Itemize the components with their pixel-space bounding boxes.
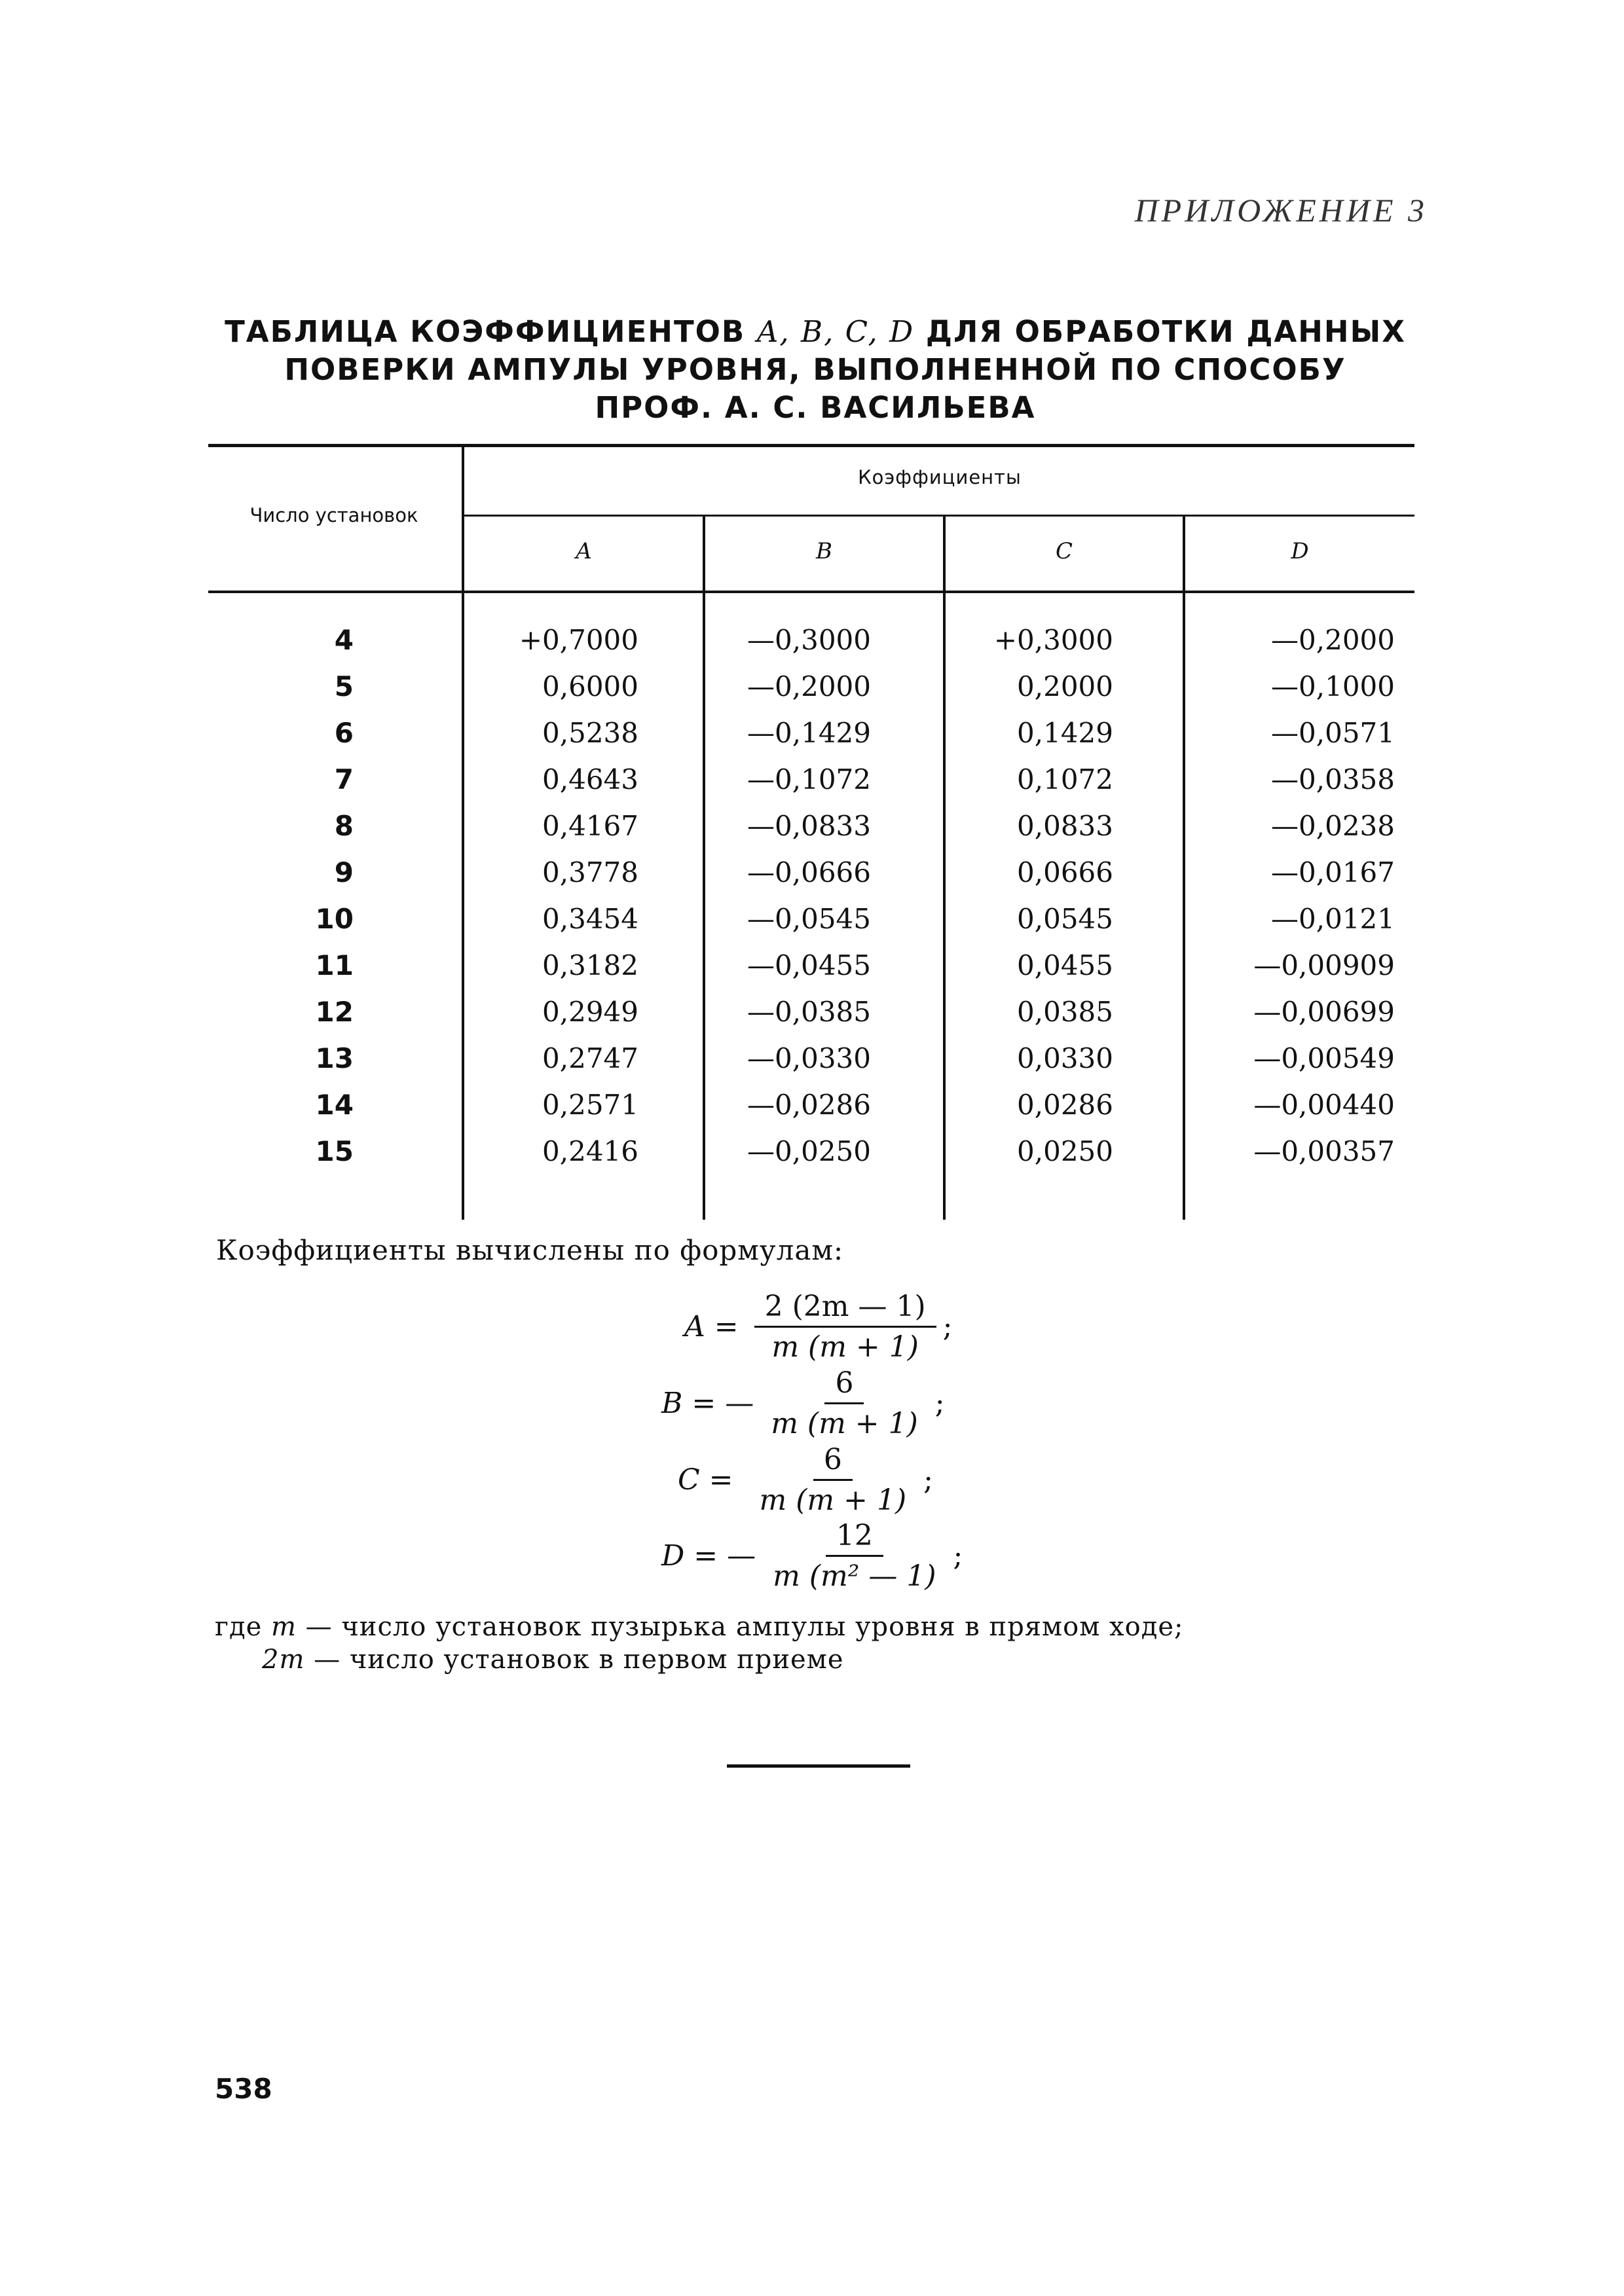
title-line-3: ПРОФ. А. С. ВАСИЛЬЕВА (595, 390, 1036, 425)
formula-d-lhs: D = (661, 1539, 718, 1573)
coef-a-cell: 0,2571 (542, 1089, 638, 1121)
formula-b-numerator: 6 (824, 1366, 864, 1404)
table-row (210, 1128, 1414, 1175)
coef-d-cell: —0,0238 (1271, 810, 1395, 842)
formula-c (678, 1443, 933, 1517)
coef-a-cell: 0,5238 (542, 717, 638, 749)
group-header: Коэффициенты (858, 466, 1022, 488)
installs-count-cell: 6 (334, 717, 354, 749)
formula-b-sign: — (725, 1387, 754, 1420)
coef-c-cell: 0,0833 (1017, 810, 1113, 842)
appendix-label: ПРИЛОЖЕНИЕ 3 (1134, 192, 1428, 228)
coef-a-cell: 0,4167 (542, 810, 638, 842)
coef-a-cell: 0,6000 (542, 670, 638, 702)
coef-a-cell: +0,7000 (519, 624, 638, 656)
coef-b-cell: —0,1429 (747, 717, 871, 749)
column-header-d: D (1291, 538, 1309, 564)
formulas-intro: Коэффициенты вычислены по формулам: (216, 1234, 844, 1266)
coef-a-cell: 0,4643 (542, 763, 638, 795)
coef-b-cell: —0,1072 (747, 763, 871, 795)
formula-a-end: ; (942, 1310, 953, 1343)
formula-b-fraction (760, 1366, 929, 1440)
group-header-rule (464, 515, 1414, 517)
table-row (210, 1082, 1414, 1128)
table-row (210, 710, 1414, 756)
title-line-2: ПОВЕРКИ АМПУЛЫ УРОВНЯ, ВЫПОЛНЕННОЙ ПО СПОСОБУ (284, 352, 1346, 387)
installs-count-cell: 10 (315, 903, 354, 935)
table-row (210, 942, 1414, 989)
coef-b-cell: —0,2000 (747, 670, 871, 702)
coef-a-cell: 0,2416 (542, 1135, 638, 1167)
installs-count-cell: 9 (334, 856, 354, 888)
table-row (210, 756, 1414, 803)
coef-c-cell: 0,0286 (1017, 1089, 1113, 1121)
formula-c-end: ; (923, 1463, 933, 1497)
stub-header: Число установок (249, 504, 418, 526)
coef-d-cell: —0,00909 (1253, 949, 1395, 981)
formula-a-numerator: 2 (2m — 1) (754, 1290, 936, 1328)
coef-b-cell: —0,0833 (747, 810, 871, 842)
formula-d-end: ; (953, 1539, 963, 1573)
table-row (210, 896, 1414, 942)
installs-count-cell: 12 (315, 996, 354, 1028)
formula-c-lhs: C = (678, 1463, 733, 1497)
table-row (210, 663, 1414, 710)
coef-b-cell: —0,0286 (747, 1089, 871, 1121)
table-row (210, 617, 1414, 663)
formula-c-fraction (749, 1443, 917, 1517)
installs-count-cell: 8 (334, 810, 354, 842)
page-title (216, 313, 1414, 427)
coef-a-cell: 0,2747 (542, 1042, 638, 1074)
note-line-2: 2m — число установок в первом приеме (262, 1645, 844, 1675)
coef-d-cell: —0,0167 (1271, 856, 1395, 888)
coef-d-cell: —0,2000 (1271, 624, 1395, 656)
coef-a-cell: 0,3778 (542, 856, 638, 888)
coef-c-cell: 0,1072 (1017, 763, 1113, 795)
column-header-b: B (816, 538, 832, 564)
formula-b-denominator: m (m + 1) (771, 1407, 918, 1440)
table-row (210, 849, 1414, 896)
formula-a-fraction (754, 1290, 936, 1364)
coef-d-cell: —0,00549 (1253, 1042, 1395, 1074)
coef-b-cell: —0,0666 (747, 856, 871, 888)
end-rule (727, 1764, 910, 1768)
coef-c-cell: 0,0250 (1017, 1135, 1113, 1167)
coef-d-cell: —0,1000 (1271, 670, 1395, 702)
coef-c-cell: 0,2000 (1017, 670, 1113, 702)
coef-c-cell: +0,3000 (993, 624, 1113, 656)
coef-a-cell: 0,3182 (542, 949, 638, 981)
formula-d-denominator: m (m² — 1) (773, 1559, 936, 1593)
formula-a (684, 1290, 952, 1364)
formula-a-lhs: A = (684, 1310, 739, 1343)
coef-c-cell: 0,0330 (1017, 1042, 1113, 1074)
coef-d-cell: —0,00699 (1253, 996, 1395, 1028)
coef-c-cell: 0,0666 (1017, 856, 1113, 888)
coef-d-cell: —0,0571 (1271, 717, 1395, 749)
table-row (210, 989, 1414, 1035)
table-row (210, 803, 1414, 849)
installs-count-cell: 15 (315, 1135, 354, 1167)
installs-count-cell: 7 (334, 763, 354, 795)
coef-d-cell: —0,0358 (1271, 763, 1395, 795)
coef-b-cell: —0,0545 (747, 903, 871, 935)
formula-b-end: ; (934, 1387, 945, 1420)
table-header-rule (208, 591, 1414, 593)
coef-b-cell: —0,0250 (747, 1135, 871, 1167)
coef-c-cell: 0,1429 (1017, 717, 1113, 749)
installs-count-cell: 4 (334, 624, 354, 656)
column-header-c: C (1055, 538, 1073, 564)
coef-a-cell: 0,2949 (542, 996, 638, 1028)
coef-c-cell: 0,0455 (1017, 949, 1113, 981)
formula-a-denominator: m (m + 1) (771, 1330, 919, 1364)
table-row (210, 1035, 1414, 1082)
coef-d-cell: —0,0121 (1271, 903, 1395, 935)
coef-a-cell: 0,3454 (542, 903, 638, 935)
title-line-1: ТАБЛИЦА КОЭФФИЦИЕНТОВ A, B, C, D ДЛЯ ОБРАБОТКИ ДАННЫХ (225, 314, 1406, 349)
formula-d (661, 1519, 963, 1593)
formula-b-lhs: B = (661, 1387, 716, 1420)
coef-c-cell: 0,0385 (1017, 996, 1113, 1028)
installs-count-cell: 11 (315, 949, 354, 981)
installs-count-cell: 5 (334, 670, 354, 702)
installs-count-cell: 14 (315, 1089, 354, 1121)
coef-b-cell: —0,0455 (747, 949, 871, 981)
installs-count-cell: 13 (315, 1042, 354, 1074)
formula-d-numerator: 12 (826, 1519, 883, 1557)
coef-c-cell: 0,0545 (1017, 903, 1113, 935)
formula-c-numerator: 6 (813, 1443, 853, 1481)
coef-b-cell: —0,3000 (747, 624, 871, 656)
coef-d-cell: —0,00357 (1253, 1135, 1395, 1167)
formula-d-sign: — (727, 1539, 756, 1573)
coef-b-cell: —0,0330 (747, 1042, 871, 1074)
column-header-a: A (576, 538, 592, 564)
formula-d-fraction (762, 1519, 946, 1593)
formula-b (661, 1366, 945, 1440)
page-number: 538 (215, 2073, 272, 2105)
formula-c-denominator: m (m + 1) (759, 1484, 907, 1517)
note-line-1: где m — число установок пузырька ампулы уровня в прямом ходе; (215, 1612, 1184, 1642)
coef-b-cell: —0,0385 (747, 996, 871, 1028)
table-top-rule (208, 444, 1414, 447)
coef-d-cell: —0,00440 (1253, 1089, 1395, 1121)
